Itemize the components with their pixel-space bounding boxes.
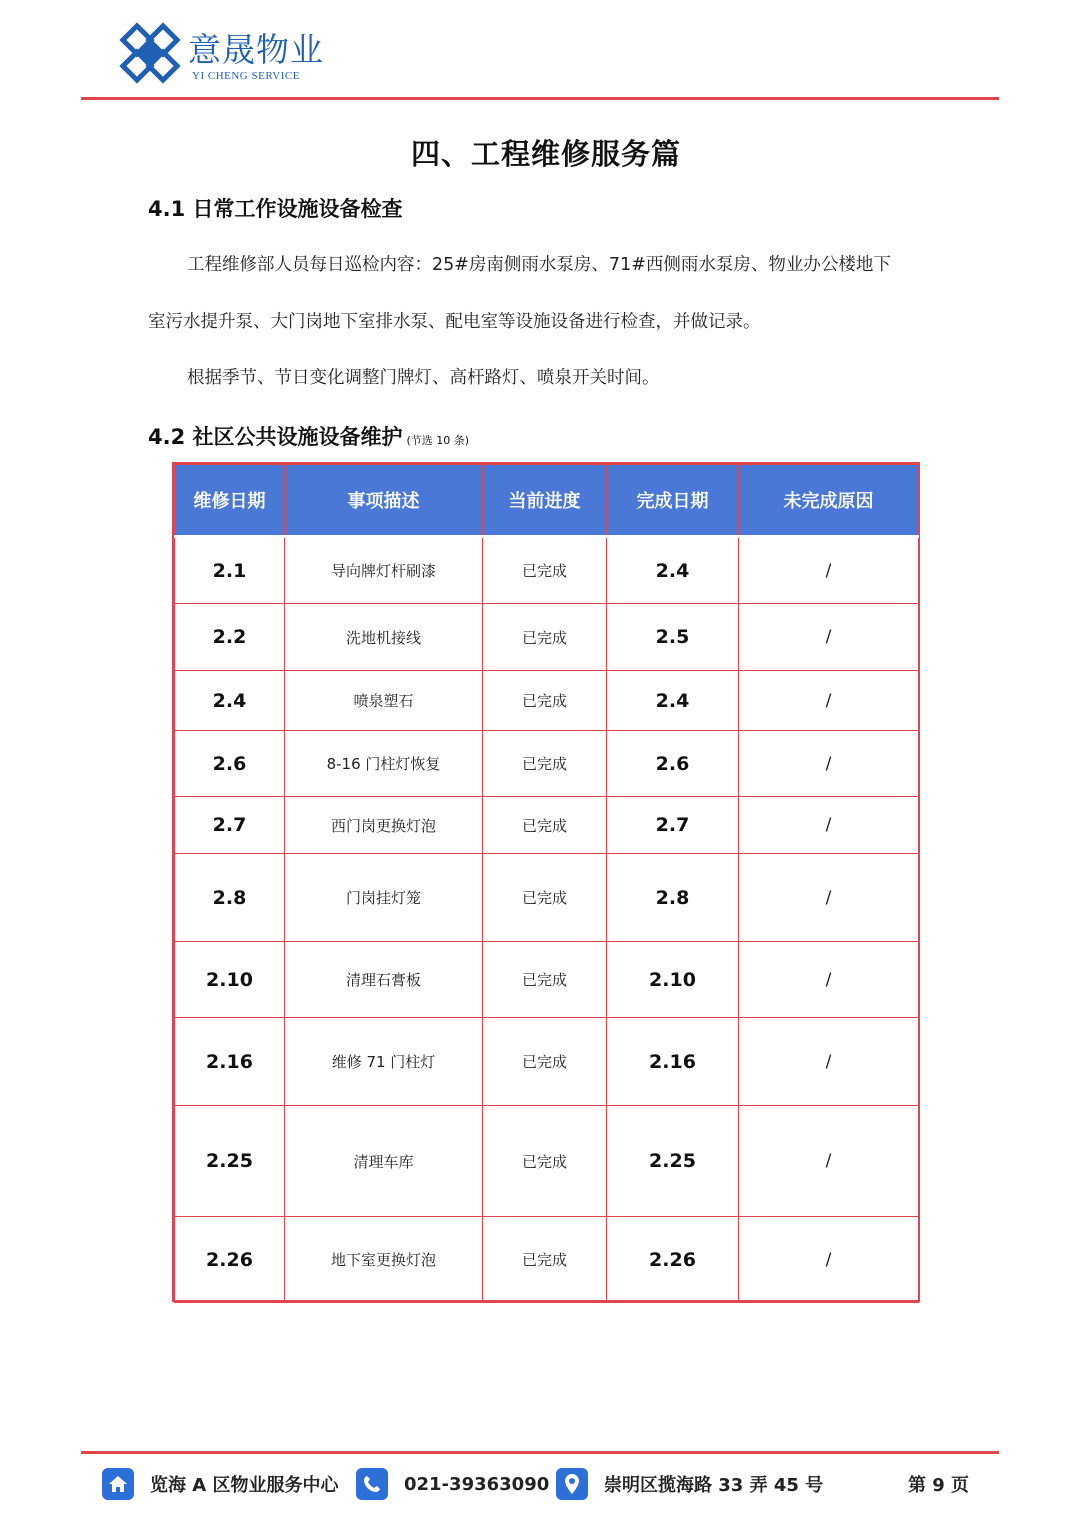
column-header-progress: 当前进度 <box>483 465 607 537</box>
cell-progress: 已完成 <box>483 671 607 731</box>
location-pin-icon <box>556 1468 588 1500</box>
cell-repair-date: 2.26 <box>175 1217 285 1303</box>
section-heading-note: (节选 10 条) <box>406 434 470 447</box>
cell-incomplete-reason: / <box>739 1106 919 1217</box>
paragraph-inspection-line-2: 室污水提升泵、大门岗地下室排水泵、配电室等设施设备进行检查，并做记录。 <box>148 312 761 332</box>
cell-completion-date: 2.16 <box>607 1018 739 1106</box>
cell-repair-date: 2.2 <box>175 604 285 671</box>
cell-incomplete-reason: / <box>739 671 919 731</box>
cell-description: 门岗挂灯笼 <box>285 854 483 942</box>
cell-completion-date: 2.8 <box>607 854 739 942</box>
cell-progress: 已完成 <box>483 604 607 671</box>
table-row <box>175 1018 919 1106</box>
section-heading-4-2-text: 4.2 社区公共设施设备维护 <box>148 425 403 449</box>
footer-phone-number: 021-39363090 <box>404 1473 550 1495</box>
cell-description: 清理石膏板 <box>285 942 483 1018</box>
cell-completion-date: 2.7 <box>607 797 739 854</box>
column-header-description: 事项描述 <box>285 465 483 537</box>
cell-description: 清理车库 <box>285 1106 483 1217</box>
column-header-repair-date: 维修日期 <box>175 465 285 537</box>
footer-divider <box>81 1451 999 1454</box>
cell-progress: 已完成 <box>483 854 607 942</box>
column-header-incomplete-reason: 未完成原因 <box>739 465 919 537</box>
home-icon <box>102 1468 134 1500</box>
cell-repair-date: 2.7 <box>175 797 285 854</box>
cell-completion-date: 2.4 <box>607 537 739 604</box>
cell-description: 8-16 门柱灯恢复 <box>285 731 483 797</box>
cell-incomplete-reason: / <box>739 797 919 854</box>
cell-completion-date: 2.6 <box>607 731 739 797</box>
cell-description: 喷泉塑石 <box>285 671 483 731</box>
cell-incomplete-reason: / <box>739 1018 919 1106</box>
company-name-cn: 意晟物业 <box>188 30 324 69</box>
cell-description: 导向牌灯杆刷漆 <box>285 537 483 604</box>
cell-repair-date: 2.25 <box>175 1106 285 1217</box>
footer-address <box>556 1466 823 1502</box>
cell-progress: 已完成 <box>483 537 607 604</box>
phone-icon <box>356 1468 388 1500</box>
header-divider <box>81 97 999 100</box>
cell-progress: 已完成 <box>483 1217 607 1303</box>
cell-completion-date: 2.10 <box>607 942 739 1018</box>
table-row <box>175 854 919 942</box>
page-header <box>0 0 1080 100</box>
cell-progress: 已完成 <box>483 942 607 1018</box>
table-row <box>175 537 919 604</box>
section-heading-4-2 <box>148 421 469 451</box>
table-row <box>175 797 919 854</box>
paragraph-inspection-line-1: 工程维修部人员每日巡检内容：25#房南侧雨水泵房、71#西侧雨水泵房、物业办公楼地下 <box>187 255 891 275</box>
table-row <box>175 942 919 1018</box>
footer-address-text: 崇明区揽海路 33 弄 45 号 <box>604 1475 824 1496</box>
company-logo-icon <box>115 18 185 88</box>
table-row <box>175 671 919 731</box>
table-row <box>175 731 919 797</box>
cell-incomplete-reason: / <box>739 604 919 671</box>
cell-repair-date: 2.16 <box>175 1018 285 1106</box>
footer-service-center <box>102 1466 338 1502</box>
cell-description: 西门岗更换灯泡 <box>285 797 483 854</box>
paragraph-lighting-schedule: 根据季节、节日变化调整门牌灯、高杆路灯、喷泉开关时间。 <box>187 368 660 388</box>
table-header-row <box>175 465 919 537</box>
cell-description: 维修 71 门柱灯 <box>285 1018 483 1106</box>
footer-service-center-name: 览海 A 区物业服务中心 <box>150 1475 339 1496</box>
cell-completion-date: 2.5 <box>607 604 739 671</box>
cell-repair-date: 2.10 <box>175 942 285 1018</box>
footer-phone <box>356 1466 549 1502</box>
footer-page-number <box>908 1466 969 1502</box>
section-heading-4-1: 4.1 日常工作设施设备检查 <box>148 197 403 221</box>
cell-completion-date: 2.4 <box>607 671 739 731</box>
cell-repair-date: 2.8 <box>175 854 285 942</box>
cell-description: 洗地机接线 <box>285 604 483 671</box>
cell-progress: 已完成 <box>483 731 607 797</box>
cell-incomplete-reason: / <box>739 942 919 1018</box>
table-row <box>175 604 919 671</box>
cell-repair-date: 2.4 <box>175 671 285 731</box>
maintenance-table <box>172 462 920 1302</box>
page-title: 四、工程维修服务篇 <box>410 137 681 171</box>
column-header-completion-date: 完成日期 <box>607 465 739 537</box>
company-name-en: YI CHENG SERVICE <box>192 70 300 82</box>
cell-incomplete-reason: / <box>739 854 919 942</box>
page-number-label: 第 9 页 <box>908 1475 970 1496</box>
cell-incomplete-reason: / <box>739 731 919 797</box>
table-row <box>175 1106 919 1217</box>
cell-incomplete-reason: / <box>739 537 919 604</box>
cell-progress: 已完成 <box>483 797 607 854</box>
cell-completion-date: 2.25 <box>607 1106 739 1217</box>
cell-progress: 已完成 <box>483 1018 607 1106</box>
cell-repair-date: 2.1 <box>175 537 285 604</box>
cell-repair-date: 2.6 <box>175 731 285 797</box>
cell-description: 地下室更换灯泡 <box>285 1217 483 1303</box>
table-row <box>175 1217 919 1303</box>
cell-progress: 已完成 <box>483 1106 607 1217</box>
cell-completion-date: 2.26 <box>607 1217 739 1303</box>
cell-incomplete-reason: / <box>739 1217 919 1303</box>
